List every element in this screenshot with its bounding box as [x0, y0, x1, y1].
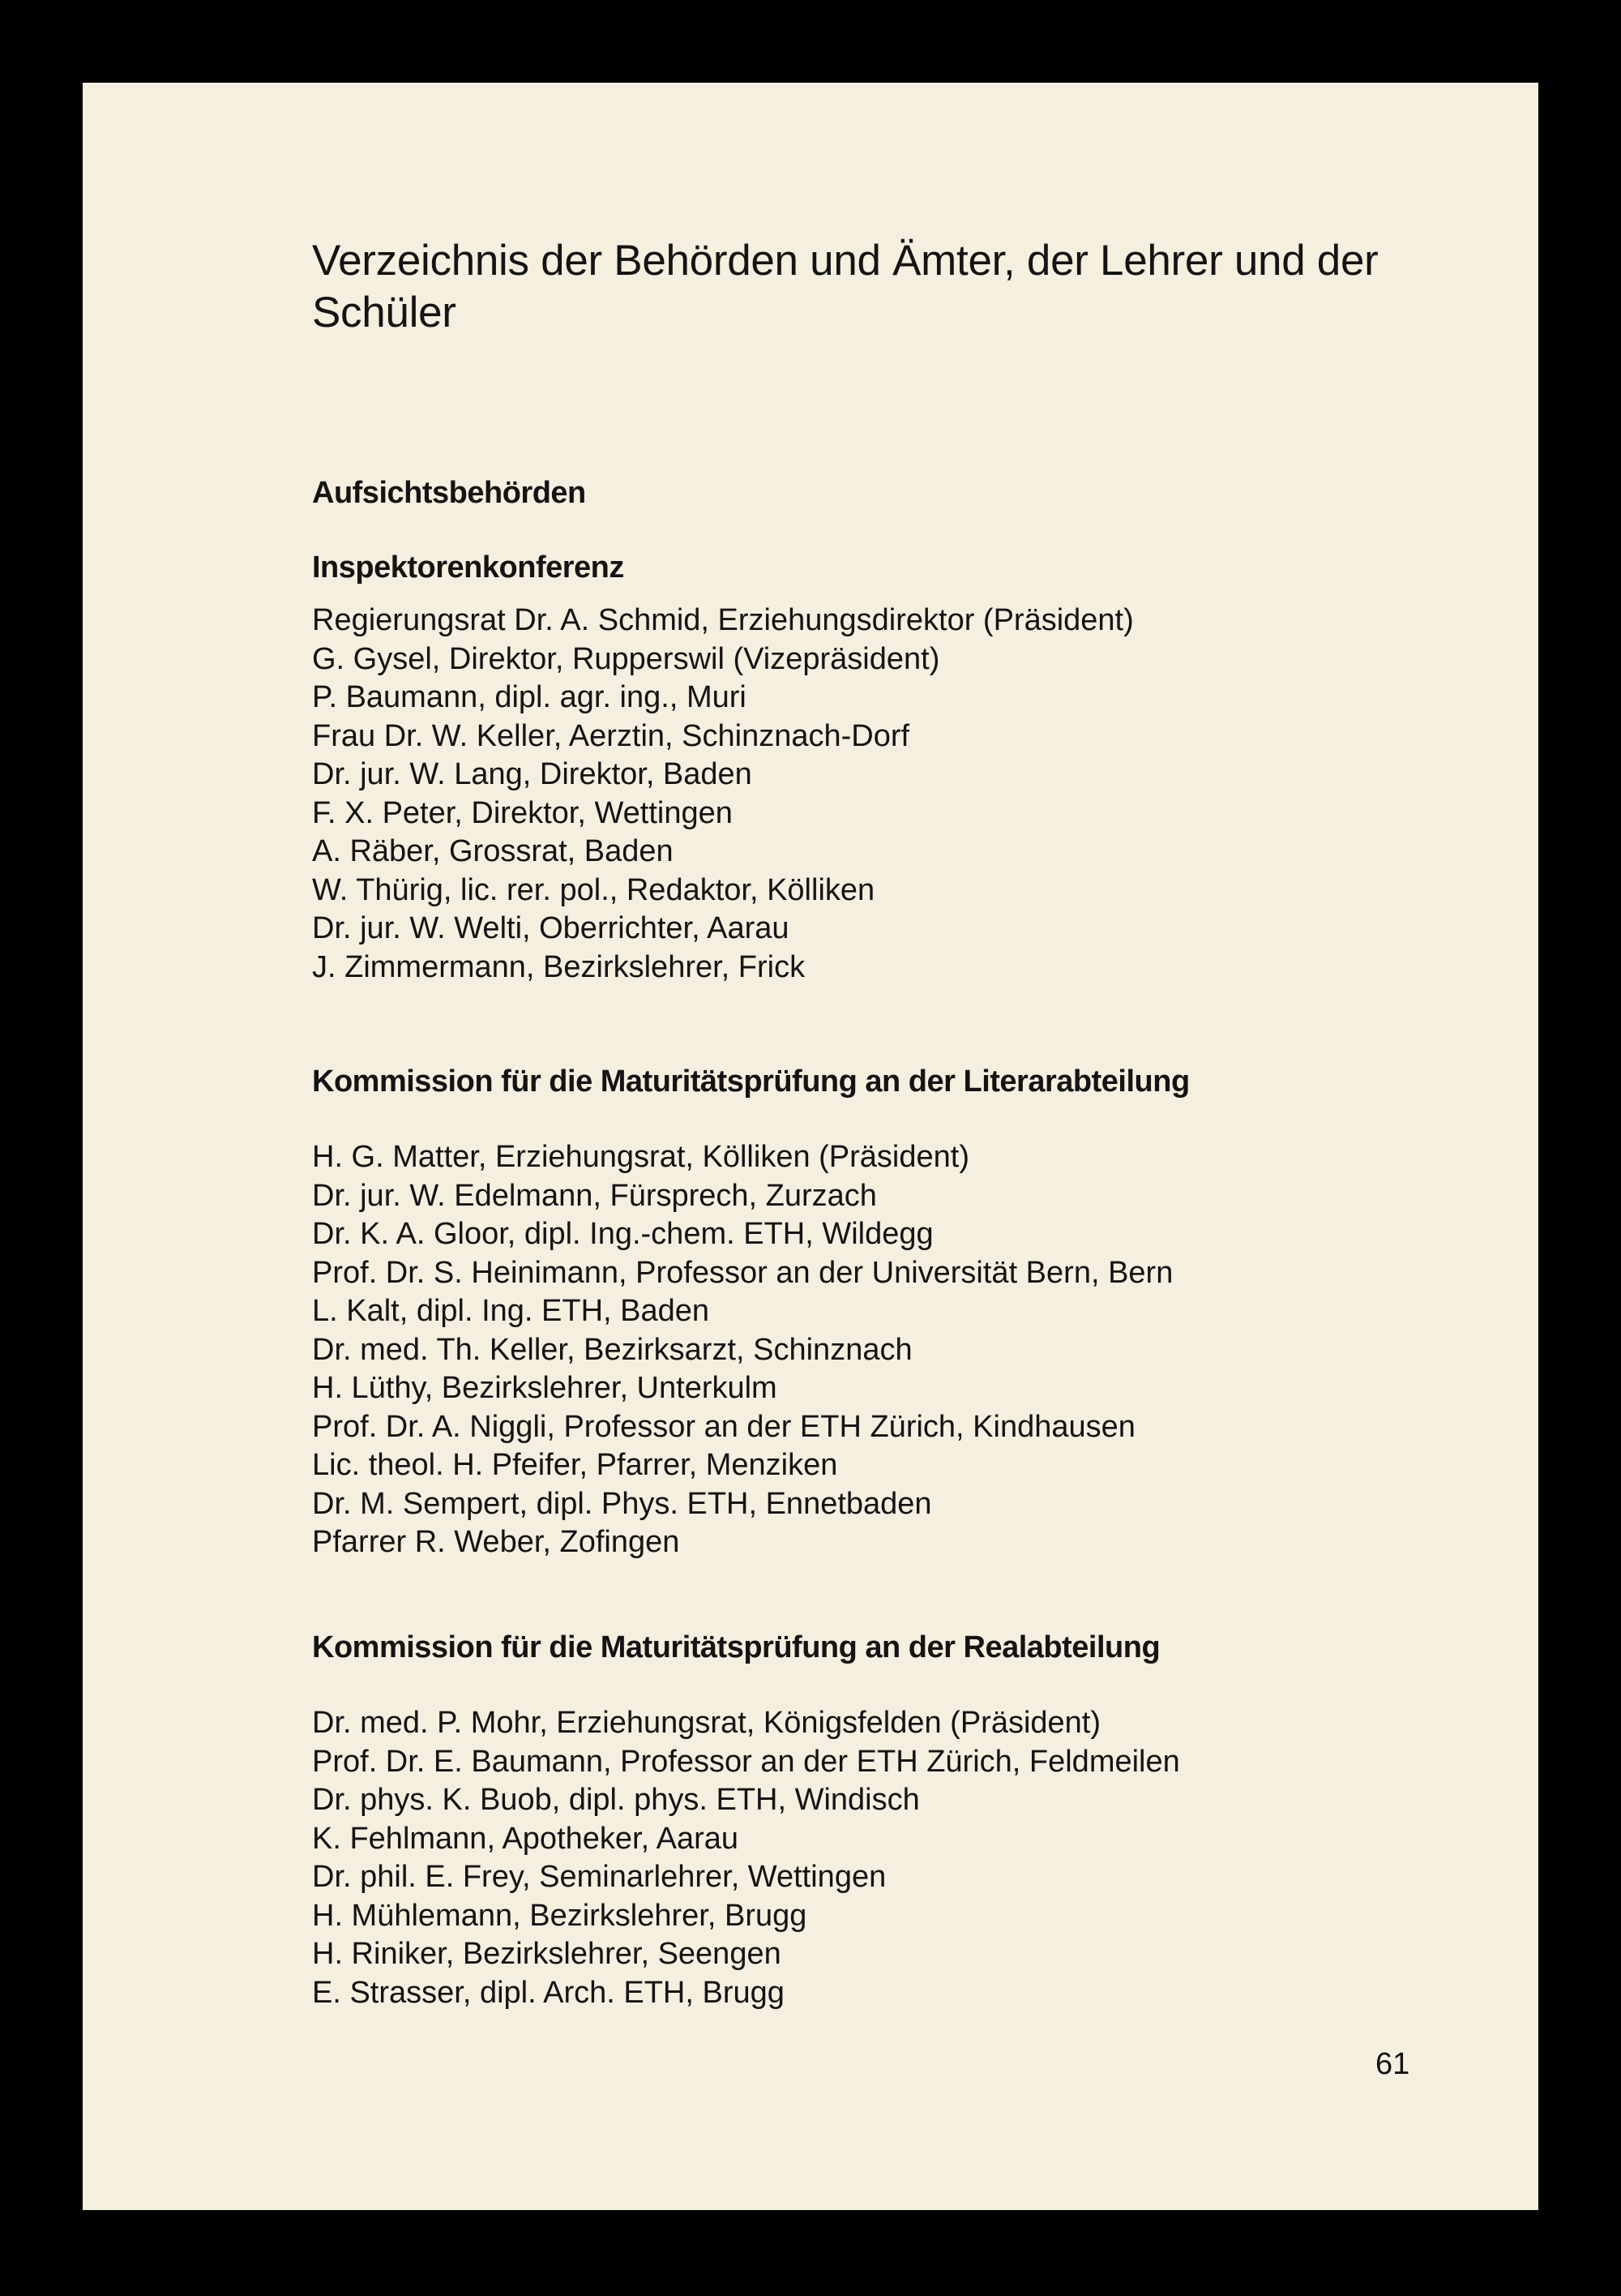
list-item: Prof. Dr. S. Heinimann, Professor an der Universität Bern, Bern — [312, 1255, 1174, 1290]
list-item: Dr. med. Th. Keller, Bezirksarzt, Schinznach — [312, 1332, 913, 1367]
page-title: Verzeichnis der Behörden und Ämter, der Lehrer und der Schüler — [312, 237, 1379, 336]
list-item: H. Mühlemann, Bezirkslehrer, Brugg — [312, 1898, 807, 1933]
list-item: P. Baumann, dipl. agr. ing., Muri — [312, 680, 746, 714]
list-item: Lic. theol. H. Pfeifer, Pfarrer, Menziken — [312, 1448, 838, 1482]
list-item: Regierungsrat Dr. A. Schmid, Erziehungsdirektor (Präsident) — [312, 603, 1134, 637]
entry-list-inspektorenkonferenz — [312, 602, 1134, 987]
main-heading: Aufsichtsbehörden — [312, 476, 586, 510]
list-item: H. Lüthy, Bezirkslehrer, Unterkulm — [312, 1371, 777, 1405]
entry-list-literarabteilung — [312, 1138, 1173, 1562]
list-item: W. Thürig, lic. rer. pol., Redaktor, Kölliken — [312, 872, 875, 907]
list-item: E. Strasser, dipl. Arch. ETH, Brugg — [312, 1975, 785, 2010]
list-item: Dr. M. Sempert, dipl. Phys. ETH, Ennetbaden — [312, 1486, 932, 1521]
list-item: L. Kalt, dipl. Ing. ETH, Baden — [312, 1294, 710, 1328]
list-item: K. Fehlmann, Apotheker, Aarau — [312, 1821, 739, 1856]
list-item: Prof. Dr. E. Baumann, Professor an der ETH Zürich, Feldmeilen — [312, 1744, 1180, 1779]
list-item: Dr. jur. W. Welti, Oberrichter, Aarau — [312, 911, 789, 945]
list-item: Dr. jur. W. Edelmann, Fürsprech, Zurzach — [312, 1178, 877, 1213]
list-item: Prof. Dr. A. Niggli, Professor an der ETH Zürich, Kindhausen — [312, 1409, 1136, 1444]
page-number: 61 — [1375, 2047, 1410, 2081]
section-heading-literarabteilung: Kommission für die Maturitätsprüfung an der Literarabteilung — [312, 1064, 1190, 1099]
section-heading-inspektorenkonferenz: Inspektorenkonferenz — [312, 550, 624, 585]
list-item: Frau Dr. W. Keller, Aerztin, Schinznach-Dorf — [312, 718, 910, 753]
list-item: F. X. Peter, Direktor, Wettingen — [312, 795, 733, 830]
list-item: G. Gysel, Direktor, Rupperswil (Vizepräsident) — [312, 641, 940, 676]
list-item: Dr. jur. W. Lang, Direktor, Baden — [312, 757, 752, 791]
list-item: J. Zimmermann, Bezirkslehrer, Frick — [312, 949, 806, 984]
list-item: A. Räber, Grossrat, Baden — [312, 834, 674, 868]
entry-list-realabteilung — [312, 1704, 1180, 2012]
list-item: Dr. phys. K. Buob, dipl. phys. ETH, Windisch — [312, 1783, 920, 1817]
document-page — [83, 83, 1538, 2210]
list-item: Dr. med. P. Mohr, Erziehungsrat, Königsfelden (Präsident) — [312, 1706, 1101, 1740]
section-heading-realabteilung: Kommission für die Maturitätsprüfung an der Realabteilung — [312, 1630, 1161, 1664]
list-item: Dr. K. A. Gloor, dipl. Ing.-chem. ETH, Wildegg — [312, 1217, 934, 1251]
list-item: Dr. phil. E. Frey, Seminarlehrer, Wettingen — [312, 1860, 887, 1894]
list-item: H. Riniker, Bezirkslehrer, Seengen — [312, 1937, 781, 1971]
list-item: Pfarrer R. Weber, Zofingen — [312, 1525, 680, 1559]
list-item: H. G. Matter, Erziehungsrat, Kölliken (Präsident) — [312, 1140, 969, 1174]
